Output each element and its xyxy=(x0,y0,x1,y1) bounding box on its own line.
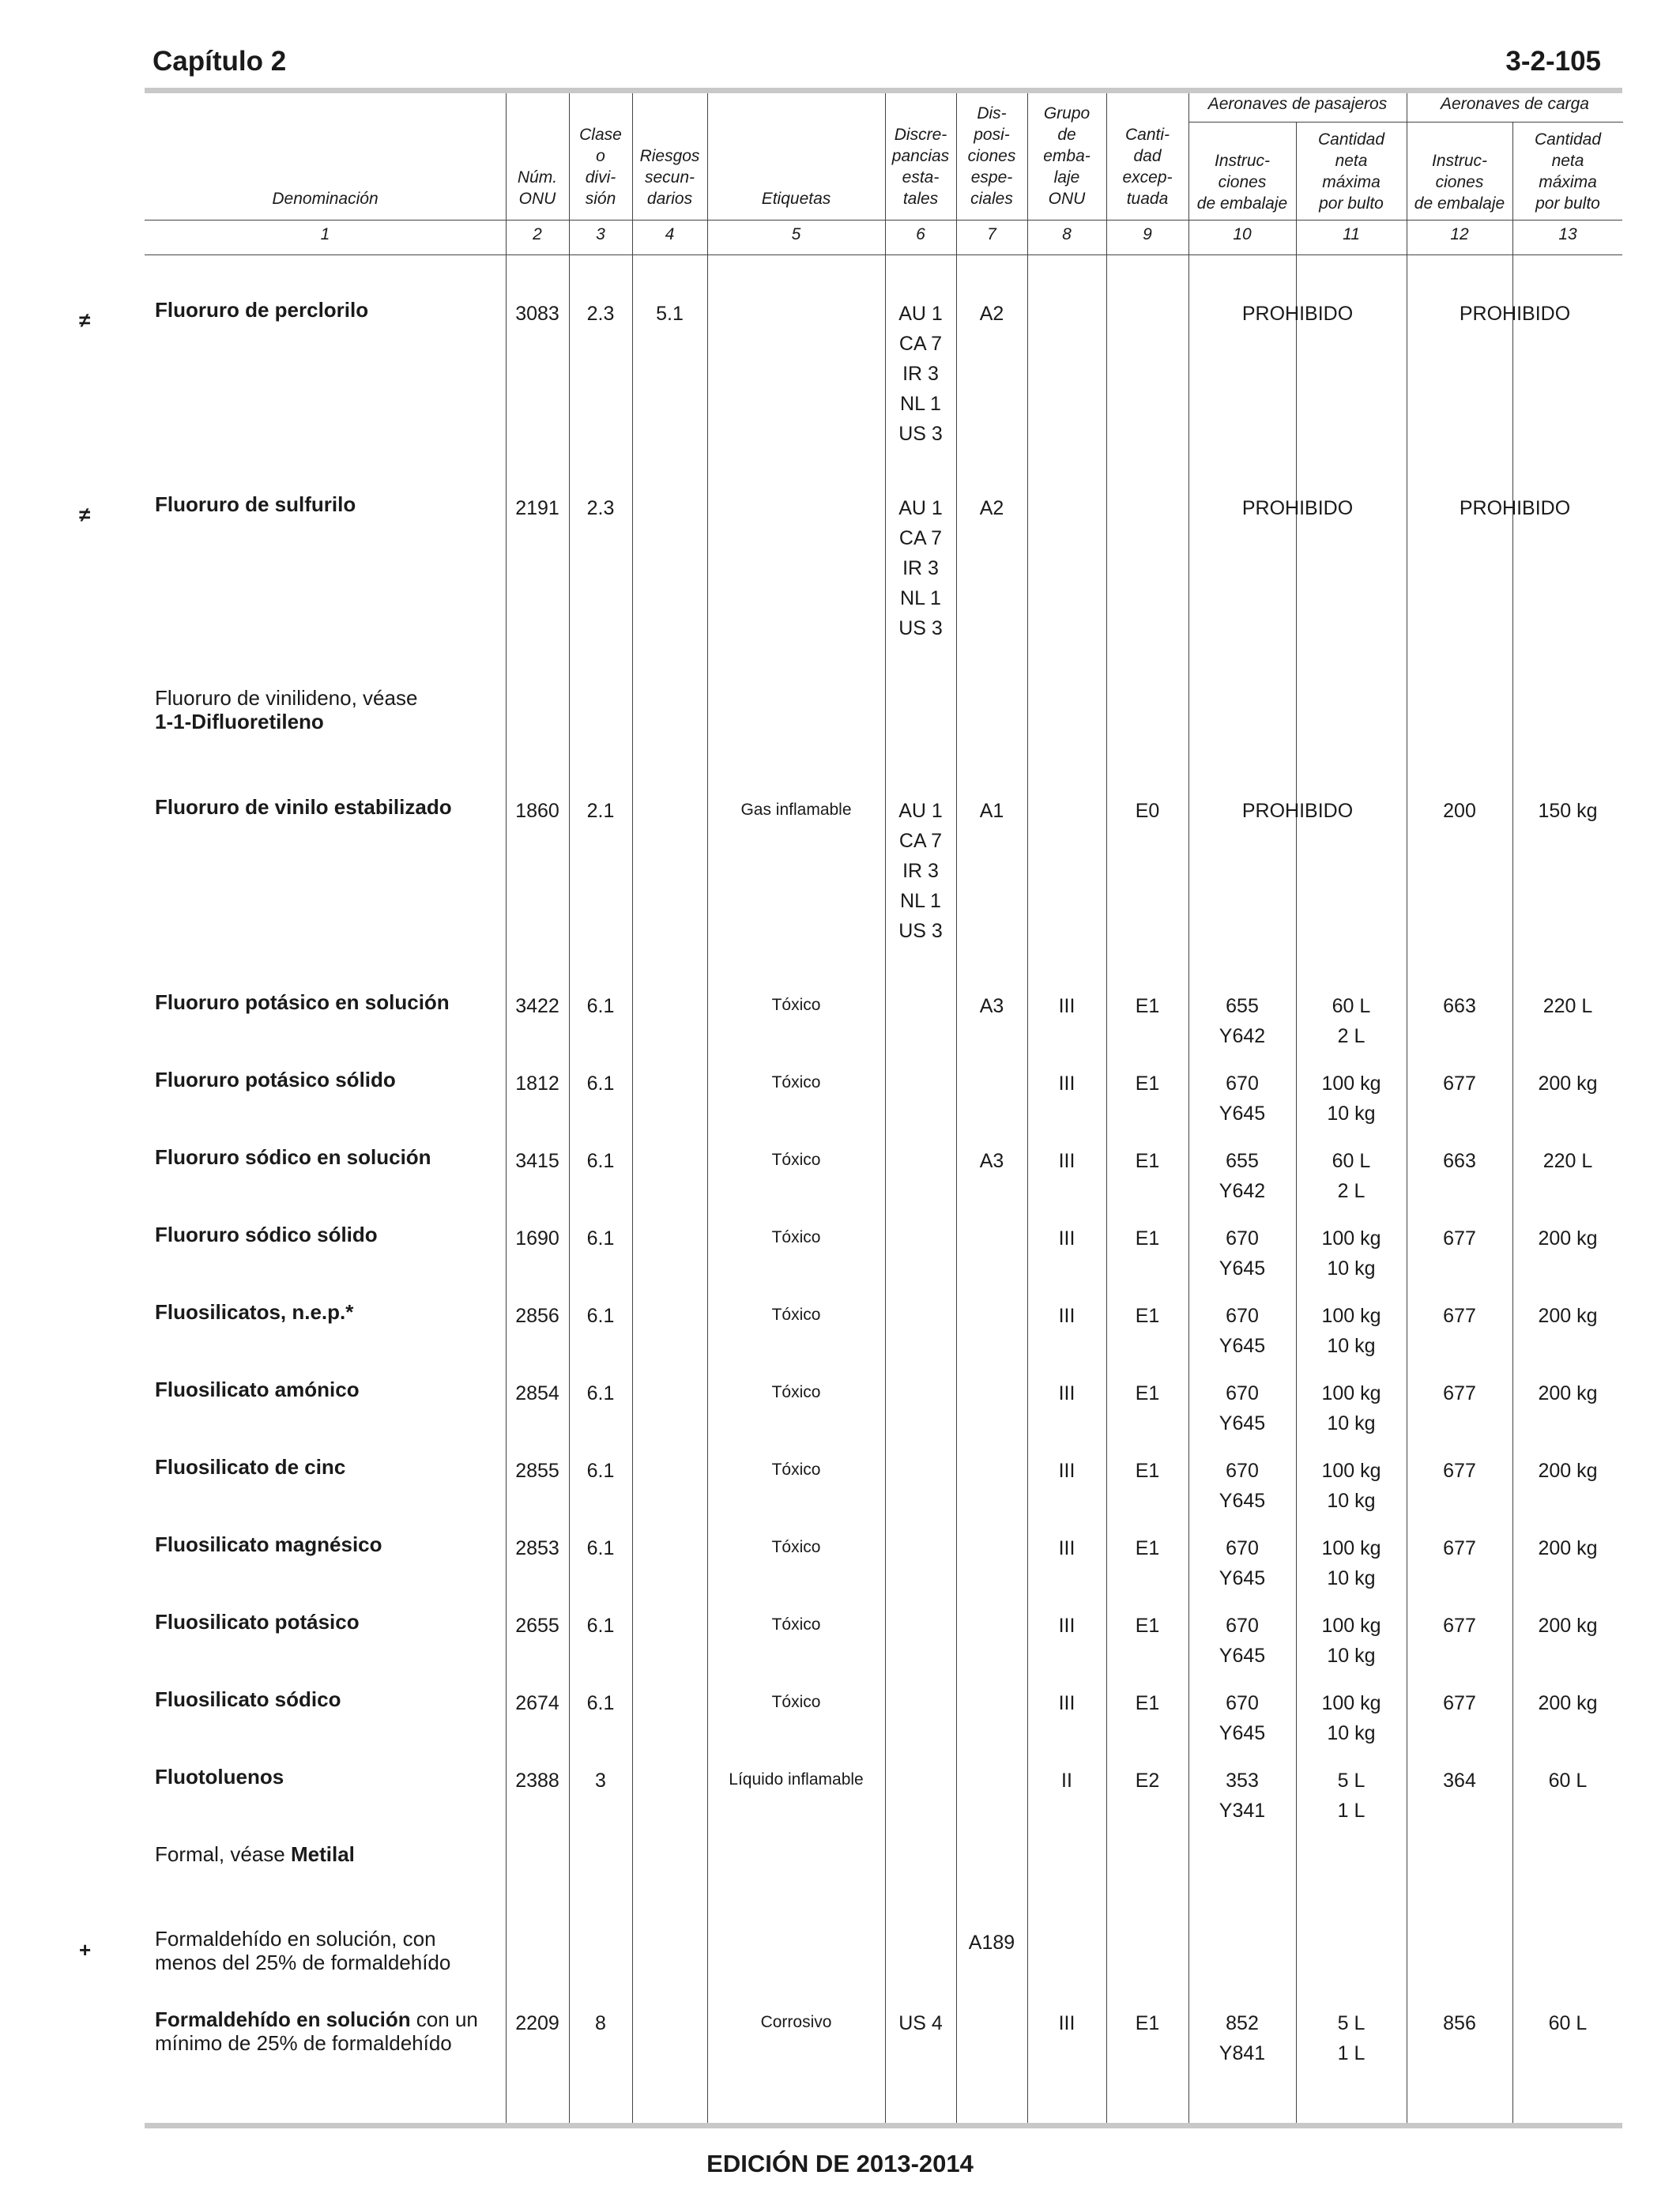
col-number: 2 xyxy=(533,225,542,243)
row-cargo-qty: 200 kg xyxy=(1538,1305,1598,1327)
row-pass-instr: 353 Y341 xyxy=(1219,1770,1266,1822)
row-un: 3422 xyxy=(515,995,559,1017)
row-name: Fluoruro potásico sólido xyxy=(155,1068,396,1091)
row-un: 3083 xyxy=(515,303,559,325)
row-special: A2 xyxy=(979,497,1004,519)
row-pass-instr: 852 Y841 xyxy=(1219,2012,1266,2064)
row-excepted-qty: E1 xyxy=(1135,1692,1160,1714)
row-un: 2191 xyxy=(515,497,559,519)
row-class: 6.1 xyxy=(586,1072,615,1095)
row-cargo-prohibited: PROHIBIDO xyxy=(1459,497,1571,519)
row-packing-group: III xyxy=(1058,1305,1075,1327)
row-un: 1860 xyxy=(515,800,559,822)
row-pass-prohibited: PROHIBIDO xyxy=(1241,303,1354,325)
col-head-num-onu: Núm. ONU xyxy=(517,168,558,208)
row-cargo-instr: 200 xyxy=(1443,800,1476,822)
row-name: Fluoruro de vinilo estabilizado xyxy=(155,795,452,819)
row-class: 3 xyxy=(595,1770,606,1792)
row-state-variations: AU 1 CA 7 IR 3 NL 1 US 3 xyxy=(898,303,943,445)
row-cargo-qty: 200 kg xyxy=(1538,1072,1598,1095)
row-pass-qty: 100 kg 10 kg xyxy=(1321,1692,1381,1744)
row-special: A3 xyxy=(979,1150,1004,1172)
row-label: Tóxico xyxy=(771,1151,821,1169)
row-class: 6.1 xyxy=(586,1615,615,1637)
row-packing-group: III xyxy=(1058,1382,1075,1404)
row-packing-group: III xyxy=(1058,1615,1075,1637)
row-name: Fluoruro potásico en solución xyxy=(155,990,450,1014)
col-number: 6 xyxy=(916,225,925,243)
row-cargo-instr: 677 xyxy=(1443,1382,1476,1404)
row-name: Fluosilicato potásico xyxy=(155,1610,360,1634)
row-cargo-qty: 200 kg xyxy=(1538,1692,1598,1714)
row-pass-qty: 100 kg 10 kg xyxy=(1321,1305,1381,1357)
row-class: 6.1 xyxy=(586,1227,615,1250)
row-cargo-qty: 200 kg xyxy=(1538,1537,1598,1559)
row-packing-group: III xyxy=(1058,1460,1075,1482)
row-name: Fluoruro de sulfurilo xyxy=(155,492,356,516)
col-number: 1 xyxy=(320,225,330,243)
row-name: Fluosilicato amónico xyxy=(155,1378,360,1401)
row-class: 6.1 xyxy=(586,1382,615,1404)
row-cargo-prohibited: PROHIBIDO xyxy=(1459,303,1571,325)
change-mark: + xyxy=(79,1938,92,1962)
row-name: Fluoruro de perclorilo xyxy=(155,298,369,322)
row-un: 3415 xyxy=(515,1150,559,1172)
row-un: 2855 xyxy=(515,1460,559,1482)
row-class: 2.3 xyxy=(586,303,615,325)
col-number: 3 xyxy=(596,225,605,243)
row-label: Tóxico xyxy=(771,1073,821,1091)
row-class: 6.1 xyxy=(586,1537,615,1559)
row-cargo-qty: 200 kg xyxy=(1538,1382,1598,1404)
row-class: 2.3 xyxy=(586,497,615,519)
row-label: Tóxico xyxy=(771,996,821,1014)
row-label: Corrosivo xyxy=(760,2013,832,2031)
row-pass-qty: 100 kg 10 kg xyxy=(1321,1227,1381,1280)
row-cargo-instr: 677 xyxy=(1443,1072,1476,1095)
change-mark: ≠ xyxy=(79,308,91,332)
row-pass-instr: 670 Y645 xyxy=(1219,1227,1266,1280)
page-number: 3-2-105 xyxy=(1505,46,1601,77)
col-number: 13 xyxy=(1558,225,1577,243)
row-name: Formal, véase Metilal xyxy=(155,1842,355,1866)
row-pass-instr: 670 Y645 xyxy=(1219,1615,1266,1667)
row-packing-group: III xyxy=(1058,1227,1075,1250)
row-pass-qty: 100 kg 10 kg xyxy=(1321,1382,1381,1434)
col-number: 11 xyxy=(1343,225,1360,243)
row-excepted-qty: E1 xyxy=(1135,1305,1160,1327)
row-cargo-qty: 200 kg xyxy=(1538,1460,1598,1482)
row-un: 2674 xyxy=(515,1692,559,1714)
row-label: Gas inflamable xyxy=(740,801,852,819)
row-cargo-instr: 677 xyxy=(1443,1615,1476,1637)
row-cargo-instr: 663 xyxy=(1443,1150,1476,1172)
row-special: A2 xyxy=(979,303,1004,325)
row-cargo-instr: 677 xyxy=(1443,1305,1476,1327)
row-un: 2856 xyxy=(515,1305,559,1327)
row-un: 1690 xyxy=(515,1227,559,1250)
row-packing-group: III xyxy=(1058,1537,1075,1559)
row-class: 6.1 xyxy=(586,1692,615,1714)
group-cargo: Aeronaves de carga xyxy=(1441,95,1589,113)
col-head-cant-cargo: Cantidad neta máxima por bulto xyxy=(1534,130,1602,213)
col-number: 12 xyxy=(1450,225,1469,243)
row-excepted-qty: E0 xyxy=(1135,800,1160,822)
row-pass-qty: 5 L 1 L xyxy=(1337,2012,1365,2064)
col-head-instr-cargo: Instruc- ciones de embalaje xyxy=(1414,152,1505,213)
row-pass-instr: 670 Y645 xyxy=(1219,1460,1266,1512)
row-name: Formaldehído en solución con un mínimo de 25% de formaldehído xyxy=(155,2007,478,2055)
row-pass-qty: 100 kg 10 kg xyxy=(1321,1537,1381,1589)
col-head-etiquetas: Etiquetas xyxy=(761,190,831,208)
row-pass-qty: 60 L 2 L xyxy=(1332,1150,1371,1202)
row-class: 6.1 xyxy=(586,995,615,1017)
row-label: Tóxico xyxy=(771,1538,821,1556)
row-name: Fluotoluenos xyxy=(155,1765,284,1789)
row-un: 1812 xyxy=(515,1072,559,1095)
row-cargo-qty: 220 L xyxy=(1543,995,1593,1017)
col-number: 9 xyxy=(1143,225,1152,243)
row-state-variations: AU 1 CA 7 IR 3 NL 1 US 3 xyxy=(898,800,943,942)
row-label: Tóxico xyxy=(771,1461,821,1479)
row-pass-instr: 670 Y645 xyxy=(1219,1537,1266,1589)
col-head-cantidad-exceptuada: Canti- dad excep- tuada xyxy=(1122,126,1173,208)
row-cargo-instr: 677 xyxy=(1443,1227,1476,1250)
row-special: A189 xyxy=(968,1932,1015,1954)
row-packing-group: II xyxy=(1061,1770,1072,1792)
row-pass-instr: 670 Y645 xyxy=(1219,1382,1266,1434)
row-pass-qty: 100 kg 10 kg xyxy=(1321,1460,1381,1512)
row-label: Tóxico xyxy=(771,1383,821,1401)
row-excepted-qty: E1 xyxy=(1135,1382,1160,1404)
row-special: A1 xyxy=(979,800,1004,822)
row-special: A3 xyxy=(979,995,1004,1017)
col-head-disposiciones: Dis- posi- ciones espe- ciales xyxy=(967,104,1016,208)
col-head-denominacion: Denominación xyxy=(272,190,379,208)
bottom-rule xyxy=(145,2123,1622,2128)
row-pass-qty: 60 L 2 L xyxy=(1332,995,1371,1047)
row-packing-group: III xyxy=(1058,995,1075,1017)
row-pass-instr: 670 Y645 xyxy=(1219,1072,1266,1125)
row-label: Tóxico xyxy=(771,1306,821,1324)
row-excepted-qty: E1 xyxy=(1135,995,1160,1017)
row-label: Tóxico xyxy=(771,1228,821,1246)
row-pass-instr: 655 Y642 xyxy=(1219,1150,1266,1202)
row-label: Líquido inflamable xyxy=(729,1770,864,1789)
row-class: 6.1 xyxy=(586,1305,615,1327)
row-name: Fluoruro sódico en solución xyxy=(155,1145,431,1169)
row-packing-group: III xyxy=(1058,1692,1075,1714)
row-state-variations: AU 1 CA 7 IR 3 NL 1 US 3 xyxy=(898,497,943,639)
row-packing-group: III xyxy=(1058,2012,1075,2034)
row-pass-instr: 670 Y645 xyxy=(1219,1692,1266,1744)
row-un: 2209 xyxy=(515,2012,559,2034)
row-pass-prohibited: PROHIBIDO xyxy=(1241,497,1354,519)
row-excepted-qty: E2 xyxy=(1135,1770,1160,1792)
row-class: 2.1 xyxy=(586,800,615,822)
row-excepted-qty: E1 xyxy=(1135,2012,1160,2034)
row-cargo-instr: 677 xyxy=(1443,1692,1476,1714)
row-pass-qty: 100 kg 10 kg xyxy=(1321,1072,1381,1125)
top-rule xyxy=(145,88,1622,93)
row-pass-qty: 100 kg 10 kg xyxy=(1321,1615,1381,1667)
row-cargo-qty: 200 kg xyxy=(1538,1227,1598,1250)
row-risk: 5.1 xyxy=(656,303,684,325)
row-packing-group: III xyxy=(1058,1150,1075,1172)
col-head-instr-pass: Instruc- ciones de embalaje xyxy=(1196,152,1288,213)
row-excepted-qty: E1 xyxy=(1135,1072,1160,1095)
row-class: 6.1 xyxy=(586,1460,615,1482)
row-excepted-qty: E1 xyxy=(1135,1227,1160,1250)
row-name: Fluosilicato sódico xyxy=(155,1687,341,1711)
row-un: 2853 xyxy=(515,1537,559,1559)
row-label: Tóxico xyxy=(771,1693,821,1711)
row-cargo-qty: 60 L xyxy=(1548,1770,1588,1792)
col-head-cant-pass: Cantidad neta máxima por bulto xyxy=(1317,130,1385,213)
group-passenger: Aeronaves de pasajeros xyxy=(1207,95,1388,113)
col-number: 5 xyxy=(791,225,801,243)
change-mark: ≠ xyxy=(79,503,91,526)
row-label: Tóxico xyxy=(771,1615,821,1634)
row-cargo-instr: 677 xyxy=(1443,1460,1476,1482)
row-name: Fluosilicato magnésico xyxy=(155,1532,382,1556)
row-pass-instr: 670 Y645 xyxy=(1219,1305,1266,1357)
row-cargo-instr: 663 xyxy=(1443,995,1476,1017)
col-head-clase: Clase o divi- sión xyxy=(579,126,622,208)
row-cargo-qty: 150 kg xyxy=(1538,800,1598,822)
row-cargo-qty: 60 L xyxy=(1548,2012,1588,2034)
row-class: 8 xyxy=(595,2012,606,2034)
col-head-grupo: Grupo de emba- laje ONU xyxy=(1043,104,1090,208)
col-number: 8 xyxy=(1062,225,1072,243)
col-number: 10 xyxy=(1233,225,1252,243)
row-cargo-qty: 220 L xyxy=(1543,1150,1593,1172)
row-un: 2854 xyxy=(515,1382,559,1404)
edition-footer: EDICIÓN DE 2013-2014 xyxy=(706,2150,974,2177)
row-excepted-qty: E1 xyxy=(1135,1460,1160,1482)
col-number: 7 xyxy=(987,225,996,243)
row-pass-prohibited: PROHIBIDO xyxy=(1241,800,1354,822)
row-cargo-instr: 364 xyxy=(1443,1770,1476,1792)
row-state-variations: US 4 xyxy=(898,2012,943,2034)
row-class: 6.1 xyxy=(586,1150,615,1172)
col-head-riesgos: Riesgos secun- darios xyxy=(639,147,700,208)
row-pass-instr: 655 Y642 xyxy=(1219,995,1266,1047)
row-cargo-instr: 677 xyxy=(1443,1537,1476,1559)
row-name: Fluosilicato de cinc xyxy=(155,1455,346,1479)
row-name: Fluosilicatos, n.e.p.* xyxy=(155,1300,354,1324)
col-head-discrepancias: Discre- pancias esta- tales xyxy=(891,126,950,208)
col-number: 4 xyxy=(665,225,675,243)
row-excepted-qty: E1 xyxy=(1135,1537,1160,1559)
row-packing-group: III xyxy=(1058,1072,1075,1095)
chapter-title: Capítulo 2 xyxy=(153,46,287,77)
row-un: 2388 xyxy=(515,1770,559,1792)
row-name: Fluoruro de vinilideno, véase 1-1-Difluoretileno xyxy=(155,686,418,733)
row-un: 2655 xyxy=(515,1615,559,1637)
row-name: Formaldehído en solución, con menos del 25% de formaldehído xyxy=(155,1927,451,1974)
row-excepted-qty: E1 xyxy=(1135,1150,1160,1172)
row-excepted-qty: E1 xyxy=(1135,1615,1160,1637)
row-cargo-instr: 856 xyxy=(1443,2012,1476,2034)
row-name: Fluoruro sódico sólido xyxy=(155,1223,378,1246)
row-pass-qty: 5 L 1 L xyxy=(1337,1770,1365,1822)
row-cargo-qty: 200 kg xyxy=(1538,1615,1598,1637)
